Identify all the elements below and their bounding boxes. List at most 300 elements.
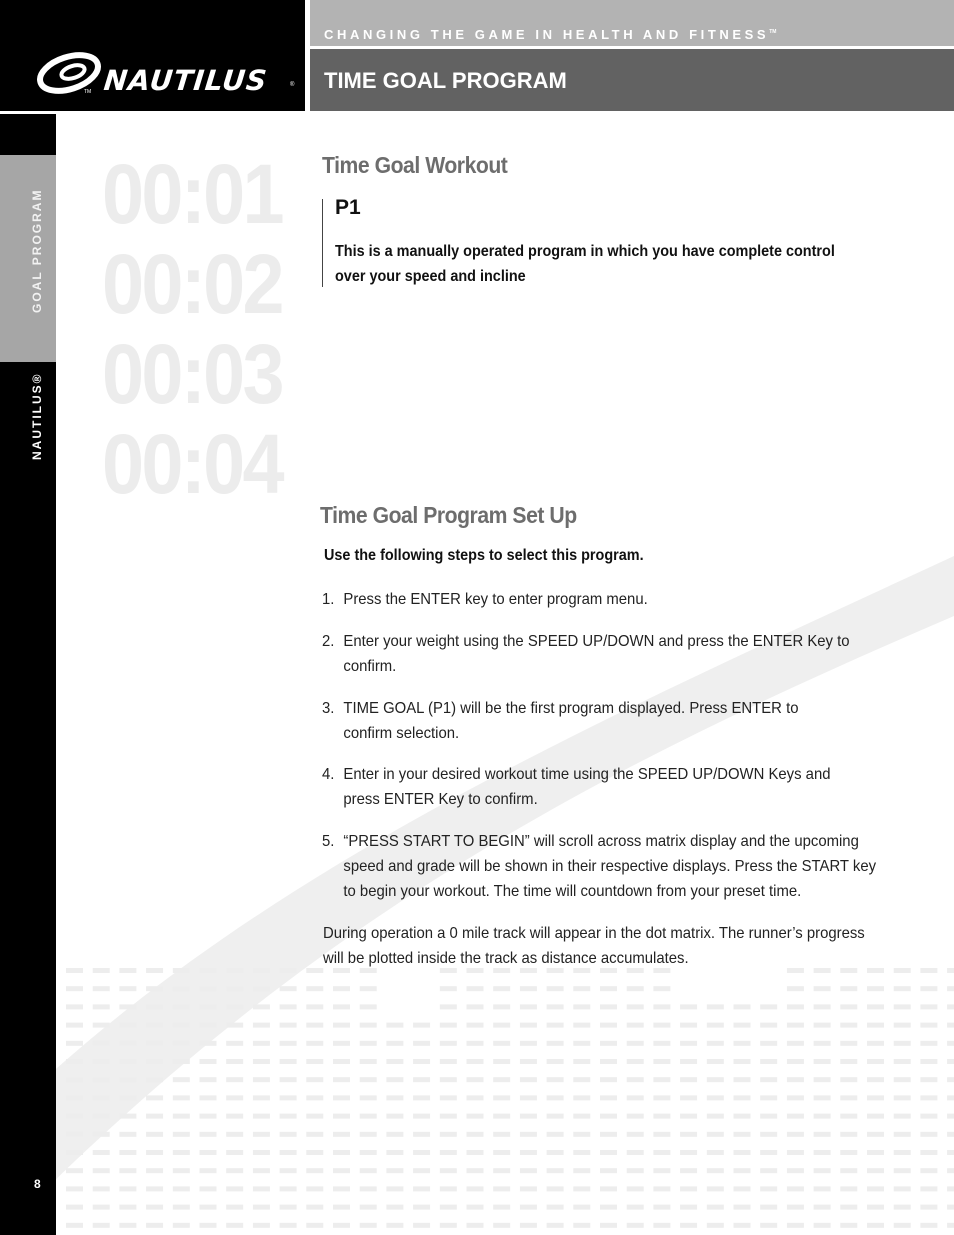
- matrix-dash: [280, 1004, 297, 1009]
- matrix-dash: [173, 1095, 190, 1100]
- matrix-dash: [66, 1168, 83, 1173]
- matrix-dash: [894, 1059, 911, 1064]
- matrix-dash: [253, 986, 270, 991]
- matrix-dash: [600, 1095, 617, 1100]
- matrix-dash: [920, 1077, 937, 1082]
- matrix-dash: [386, 1114, 403, 1119]
- matrix-dash: [360, 1077, 377, 1082]
- matrix-dash: [66, 968, 83, 973]
- step-text: Enter in your desired workout time using the SPEED UP/DOWN Keys and press ENTER Key to confirm.: [343, 766, 831, 808]
- matrix-dash: [440, 1168, 457, 1173]
- matrix-dash: [493, 1004, 510, 1009]
- matrix-dash: [653, 1114, 670, 1119]
- step-text: TIME GOAL (P1) will be the first program displayed. Press ENTER to confirm selection.: [343, 700, 799, 742]
- matrix-dash: [947, 1132, 954, 1137]
- matrix-dash: [573, 1041, 590, 1046]
- matrix-dash: [787, 1023, 804, 1028]
- operation-note: During operation a 0 mile track will appear in the dot matrix. The runner’s progress will be plotted inside the track as distance accumulates.: [323, 925, 865, 967]
- matrix-dash: [119, 1077, 136, 1082]
- matrix-dash: [947, 1059, 954, 1064]
- matrix-dash: [547, 1150, 564, 1155]
- matrix-dash: [200, 1205, 217, 1210]
- matrix-dash: [93, 1223, 110, 1228]
- matrix-dash: [360, 1023, 377, 1028]
- matrix-dash: [146, 1223, 163, 1228]
- matrix-dash: [814, 1095, 831, 1100]
- workout-heading: Time Goal Workout: [322, 152, 508, 178]
- list-item: [322, 587, 880, 612]
- matrix-dash: [333, 1114, 350, 1119]
- matrix-dash: [440, 1023, 457, 1028]
- matrix-dash: [520, 1095, 537, 1100]
- matrix-dash: [894, 1004, 911, 1009]
- matrix-dash: [119, 1114, 136, 1119]
- matrix-dash: [814, 1132, 831, 1137]
- matrix-dash: [226, 1223, 243, 1228]
- matrix-dash: [920, 1223, 937, 1228]
- matrix-dash: [547, 1041, 564, 1046]
- matrix-dash: [627, 1041, 644, 1046]
- matrix-dash: [867, 1004, 884, 1009]
- matrix-dash: [66, 1205, 83, 1210]
- matrix-dash: [146, 986, 163, 991]
- matrix-dash: [467, 1023, 484, 1028]
- list-item: [322, 629, 880, 679]
- matrix-dash: [253, 1059, 270, 1064]
- matrix-dash: [467, 1004, 484, 1009]
- matrix-dash: [920, 986, 937, 991]
- matrix-dash: [280, 1023, 297, 1028]
- matrix-dash: [787, 1205, 804, 1210]
- matrix-dash: [520, 1077, 537, 1082]
- matrix-dash: [467, 1205, 484, 1210]
- matrix-dash: [280, 1186, 297, 1191]
- matrix-dash: [173, 1223, 190, 1228]
- matrix-dash: [200, 1168, 217, 1173]
- matrix-dash: [306, 1059, 323, 1064]
- matrix-dash: [173, 1150, 190, 1155]
- matrix-dash: [360, 1114, 377, 1119]
- matrix-dash: [360, 1205, 377, 1210]
- matrix-dash: [93, 968, 110, 973]
- matrix-dash: [440, 1186, 457, 1191]
- matrix-dash: [520, 1114, 537, 1119]
- matrix-dash: [467, 1223, 484, 1228]
- matrix-dash: [119, 1041, 136, 1046]
- matrix-dash: [653, 1168, 670, 1173]
- matrix-dash: [573, 1205, 590, 1210]
- matrix-dash: [360, 1004, 377, 1009]
- matrix-dash: [840, 986, 857, 991]
- matrix-dash: [226, 1095, 243, 1100]
- matrix-dash: [920, 1150, 937, 1155]
- matrix-dash: [600, 1004, 617, 1009]
- matrix-dash: [253, 1004, 270, 1009]
- matrix-dash: [734, 1023, 751, 1028]
- matrix-dash: [119, 1205, 136, 1210]
- matrix-dash: [413, 1150, 430, 1155]
- matrix-dash: [707, 1023, 724, 1028]
- matrix-dash: [306, 1114, 323, 1119]
- matrix-dash: [173, 1059, 190, 1064]
- matrix-dash: [467, 1114, 484, 1119]
- matrix-dash: [734, 1150, 751, 1155]
- matrix-dash: [306, 1186, 323, 1191]
- page-title: TIME GOAL PROGRAM: [324, 68, 567, 93]
- matrix-dash: [306, 1150, 323, 1155]
- matrix-dash: [867, 1150, 884, 1155]
- matrix-dash: [760, 1114, 777, 1119]
- matrix-dash: [146, 1205, 163, 1210]
- matrix-dash: [867, 1205, 884, 1210]
- matrix-dash: [360, 1132, 377, 1137]
- matrix-dash: [200, 1023, 217, 1028]
- matrix-dash: [173, 986, 190, 991]
- matrix-dash: [920, 1168, 937, 1173]
- matrix-dash: [440, 1150, 457, 1155]
- matrix-dash: [226, 1023, 243, 1028]
- matrix-dash: [627, 1077, 644, 1082]
- matrix-dash: [93, 1059, 110, 1064]
- matrix-dash: [386, 1023, 403, 1028]
- matrix-dash: [200, 1077, 217, 1082]
- matrix-dash: [173, 968, 190, 973]
- matrix-dash: [333, 1186, 350, 1191]
- matrix-dash: [627, 1186, 644, 1191]
- matrix-dash: [386, 1205, 403, 1210]
- matrix-dash: [493, 1168, 510, 1173]
- matrix-dash: [600, 1223, 617, 1228]
- matrix-dash: [840, 1004, 857, 1009]
- matrix-dash: [920, 1205, 937, 1210]
- matrix-dash: [66, 1041, 83, 1046]
- matrix-dash: [146, 1168, 163, 1173]
- matrix-dash: [333, 1041, 350, 1046]
- matrix-dash: [680, 1168, 697, 1173]
- matrix-dash: [200, 1114, 217, 1119]
- matrix-dash: [440, 1114, 457, 1119]
- matrix-dash: [440, 1041, 457, 1046]
- matrix-dash: [840, 1168, 857, 1173]
- matrix-dash: [840, 1223, 857, 1228]
- matrix-dash: [894, 1132, 911, 1137]
- matrix-dash: [360, 1168, 377, 1173]
- matrix-dash: [734, 1205, 751, 1210]
- matrix-dash: [653, 1205, 670, 1210]
- matrix-dash: [226, 986, 243, 991]
- matrix-dash: [440, 1059, 457, 1064]
- setup-heading: Time Goal Program Set Up: [320, 502, 577, 528]
- matrix-dash: [253, 1041, 270, 1046]
- section-label: GOAL PROGRAM: [30, 188, 44, 313]
- matrix-dash: [440, 1132, 457, 1137]
- matrix-dash: [306, 1095, 323, 1100]
- matrix-dash: [93, 1186, 110, 1191]
- matrix-dash: [440, 986, 457, 991]
- nautilus-swirl-icon: [36, 50, 102, 96]
- matrix-dash: [680, 1205, 697, 1210]
- matrix-dash: [226, 1114, 243, 1119]
- matrix-dash: [280, 1205, 297, 1210]
- matrix-dash: [280, 986, 297, 991]
- matrix-dash: [413, 1132, 430, 1137]
- matrix-dash: [386, 1095, 403, 1100]
- program-code: P1: [335, 196, 361, 219]
- matrix-dash: [360, 1223, 377, 1228]
- matrix-dash: [894, 1114, 911, 1119]
- matrix-dash: [867, 986, 884, 991]
- matrix-dash: [253, 1023, 270, 1028]
- matrix-dash: [440, 1205, 457, 1210]
- matrix-dash: [840, 1041, 857, 1046]
- matrix-dash: [413, 1095, 430, 1100]
- matrix-dash: [440, 1223, 457, 1228]
- matrix-dash: [707, 1223, 724, 1228]
- matrix-dash: [627, 1168, 644, 1173]
- matrix-dash: [760, 1132, 777, 1137]
- matrix-dash: [547, 1004, 564, 1009]
- matrix-dash: [253, 968, 270, 973]
- matrix-dash: [493, 1041, 510, 1046]
- matrix-dash: [600, 1114, 617, 1119]
- matrix-dash: [226, 1077, 243, 1082]
- matrix-dash: [760, 1041, 777, 1046]
- matrix-dash: [947, 986, 954, 991]
- matrix-dash: [200, 986, 217, 991]
- matrix-dash: [600, 1205, 617, 1210]
- p1-rule: [322, 199, 323, 287]
- step-text: Enter your weight using the SPEED UP/DOWN and press the ENTER Key to confirm.: [343, 633, 850, 675]
- matrix-dash: [573, 1223, 590, 1228]
- matrix-dash: [93, 986, 110, 991]
- matrix-dash: [707, 1095, 724, 1100]
- matrix-dash: [814, 1186, 831, 1191]
- matrix-dash: [707, 1059, 724, 1064]
- matrix-dash: [814, 1168, 831, 1173]
- matrix-dash: [734, 1114, 751, 1119]
- matrix-dash: [93, 1132, 110, 1137]
- matrix-dash: [653, 1132, 670, 1137]
- matrix-dash: [467, 1168, 484, 1173]
- matrix-dash: [467, 1132, 484, 1137]
- step-text: “PRESS START TO BEGIN” will scroll across matrix display and the upcoming speed and grade will be shown in their respective displays. Press the START key to begin your workout. The time will countdown from your preset time.: [343, 833, 877, 900]
- matrix-dash: [386, 1186, 403, 1191]
- matrix-dash: [306, 1132, 323, 1137]
- matrix-dash: [867, 1077, 884, 1082]
- matrix-dash: [600, 1132, 617, 1137]
- matrix-dash: [253, 1186, 270, 1191]
- matrix-dash: [333, 986, 350, 991]
- matrix-dash: [627, 1223, 644, 1228]
- matrix-dash: [600, 1023, 617, 1028]
- matrix-dash: [814, 1077, 831, 1082]
- matrix-dash: [520, 1059, 537, 1064]
- matrix-dash: [146, 1023, 163, 1028]
- matrix-dash: [173, 1168, 190, 1173]
- matrix-dash: [66, 986, 83, 991]
- matrix-dash: [146, 1186, 163, 1191]
- matrix-dash: [119, 968, 136, 973]
- matrix-dash: [840, 1150, 857, 1155]
- matrix-dash: [600, 1077, 617, 1082]
- matrix-dash: [66, 1095, 83, 1100]
- matrix-dash: [680, 1023, 697, 1028]
- matrix-dash: [573, 1168, 590, 1173]
- matrix-dash: [386, 1077, 403, 1082]
- matrix-dash: [119, 986, 136, 991]
- matrix-dash: [867, 1023, 884, 1028]
- matrix-dash: [386, 1132, 403, 1137]
- matrix-dash: [947, 968, 954, 973]
- matrix-dash: [734, 1059, 751, 1064]
- registered-mark: ®: [290, 82, 295, 88]
- matrix-dash: [360, 1095, 377, 1100]
- matrix-dash: [226, 1150, 243, 1155]
- matrix-dash: [200, 1186, 217, 1191]
- matrix-dash: [840, 1132, 857, 1137]
- matrix-dash: [573, 1023, 590, 1028]
- matrix-dash: [680, 1223, 697, 1228]
- matrix-dash: [66, 1186, 83, 1191]
- matrix-dash: [814, 1205, 831, 1210]
- timer-decoration: 00:02: [102, 237, 282, 331]
- matrix-dash: [146, 1059, 163, 1064]
- matrix-dash: [920, 1023, 937, 1028]
- matrix-dash: [573, 1114, 590, 1119]
- matrix-dash: [253, 1077, 270, 1082]
- matrix-dash: [253, 1132, 270, 1137]
- matrix-dash: [867, 1041, 884, 1046]
- matrix-dash: [119, 1223, 136, 1228]
- matrix-dash: [467, 1077, 484, 1082]
- matrix-dash: [413, 1223, 430, 1228]
- matrix-dash: [440, 1095, 457, 1100]
- matrix-dash: [200, 1059, 217, 1064]
- matrix-dash: [173, 1186, 190, 1191]
- matrix-dash: [493, 1223, 510, 1228]
- matrix-dash: [173, 1041, 190, 1046]
- list-item: [322, 829, 880, 904]
- matrix-dash: [493, 1205, 510, 1210]
- matrix-dash: [947, 1150, 954, 1155]
- matrix-dash: [306, 1077, 323, 1082]
- matrix-dash: [333, 1132, 350, 1137]
- matrix-dash: [520, 1132, 537, 1137]
- page-number: 8: [34, 1177, 41, 1191]
- matrix-dash: [520, 1041, 537, 1046]
- matrix-dash: [280, 1077, 297, 1082]
- matrix-dash: [947, 1077, 954, 1082]
- matrix-dash: [814, 1059, 831, 1064]
- matrix-dash: [894, 986, 911, 991]
- step-text: Press the ENTER key to enter program menu.: [343, 591, 648, 608]
- matrix-dash: [547, 1223, 564, 1228]
- matrix-dash: [787, 986, 804, 991]
- matrix-dash: [947, 1095, 954, 1100]
- matrix-dash: [760, 1168, 777, 1173]
- matrix-dash: [867, 1095, 884, 1100]
- matrix-dash: [493, 986, 510, 991]
- matrix-dash: [226, 1041, 243, 1046]
- matrix-dash: [333, 1077, 350, 1082]
- matrix-dash: [814, 1114, 831, 1119]
- matrix-dash: [760, 1004, 777, 1009]
- matrix-dash: [413, 1205, 430, 1210]
- matrix-dash: [787, 1095, 804, 1100]
- matrix-dash: [413, 1023, 430, 1028]
- matrix-dash: [680, 1186, 697, 1191]
- matrix-dash: [333, 1223, 350, 1228]
- matrix-dash: [734, 1095, 751, 1100]
- matrix-dash: [734, 1223, 751, 1228]
- matrix-dash: [280, 1168, 297, 1173]
- matrix-dash: [867, 1168, 884, 1173]
- matrix-dash: [306, 1004, 323, 1009]
- matrix-dash: [894, 1023, 911, 1028]
- matrix-dash: [493, 1186, 510, 1191]
- matrix-dash: [573, 1150, 590, 1155]
- matrix-dash: [547, 1077, 564, 1082]
- matrix-dash: [707, 1004, 724, 1009]
- matrix-dash: [386, 1223, 403, 1228]
- matrix-dash: [386, 1150, 403, 1155]
- matrix-dash: [467, 1186, 484, 1191]
- matrix-dash: [226, 1132, 243, 1137]
- matrix-dash: [547, 1186, 564, 1191]
- matrix-dash: [413, 1168, 430, 1173]
- matrix-dash: [66, 1023, 83, 1028]
- matrix-dash: [520, 1150, 537, 1155]
- matrix-dash: [947, 1041, 954, 1046]
- matrix-dash: [627, 1004, 644, 1009]
- matrix-dash: [146, 1150, 163, 1155]
- matrix-dash: [493, 1059, 510, 1064]
- matrix-dash: [413, 1186, 430, 1191]
- matrix-dash: [520, 1004, 537, 1009]
- matrix-dash: [333, 1059, 350, 1064]
- matrix-dash: [653, 1186, 670, 1191]
- matrix-dash: [653, 1095, 670, 1100]
- matrix-dash: [200, 968, 217, 973]
- matrix-dash: [173, 1132, 190, 1137]
- matrix-dash: [680, 1041, 697, 1046]
- matrix-dash: [734, 1041, 751, 1046]
- matrix-dash: [93, 1168, 110, 1173]
- matrix-dash: [493, 1114, 510, 1119]
- matrix-dash: [920, 1186, 937, 1191]
- tagline: CHANGING THE GAME IN HEALTH AND FITNESS™: [324, 27, 777, 42]
- matrix-dash: [840, 1205, 857, 1210]
- matrix-dash: [520, 1168, 537, 1173]
- brand-logo-block: [0, 0, 305, 111]
- matrix-dash: [93, 1041, 110, 1046]
- matrix-dash: [333, 1095, 350, 1100]
- matrix-dash: [734, 1168, 751, 1173]
- matrix-dash: [360, 986, 377, 991]
- matrix-dash: [280, 1223, 297, 1228]
- matrix-dash: [627, 1023, 644, 1028]
- matrix-dash: [520, 1186, 537, 1191]
- matrix-dash: [493, 1095, 510, 1100]
- matrix-dash: [333, 1168, 350, 1173]
- matrix-dash: [680, 1095, 697, 1100]
- matrix-dash: [894, 1150, 911, 1155]
- matrix-dash: [493, 1132, 510, 1137]
- matrix-dash: [93, 1150, 110, 1155]
- matrix-dash: [947, 1004, 954, 1009]
- matrix-dash: [93, 1004, 110, 1009]
- matrix-dash: [947, 1186, 954, 1191]
